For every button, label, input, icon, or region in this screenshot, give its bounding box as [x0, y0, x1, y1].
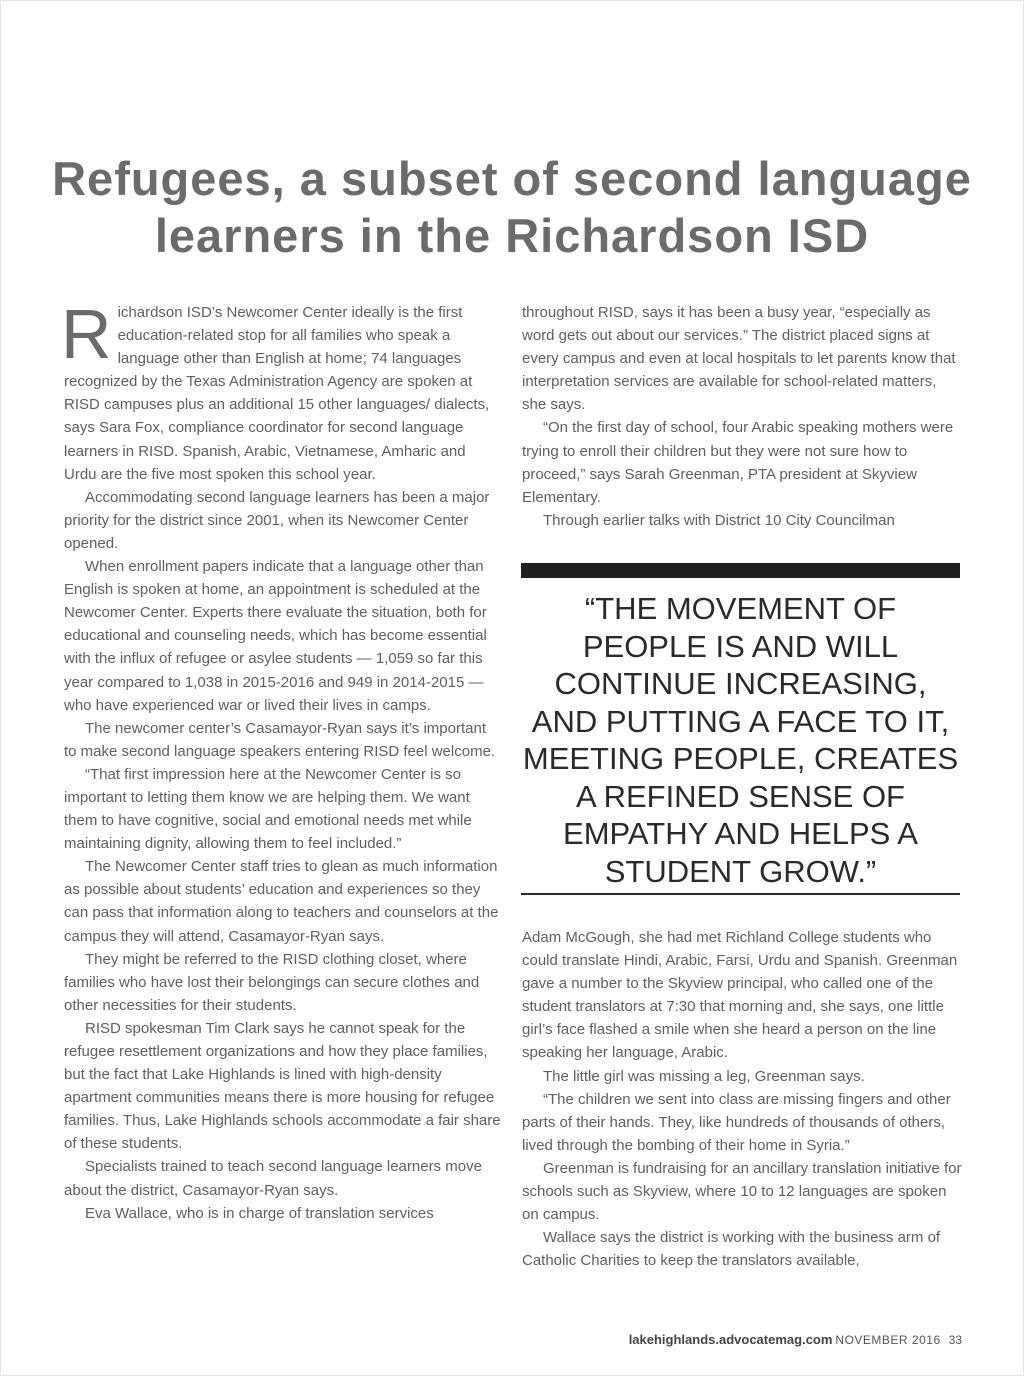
article-headline: Refugees, a subset of second language learners in the Richardson ISD — [52, 152, 972, 262]
page-footer — [560, 1332, 962, 1347]
paragraph: Through earlier talks with District 10 City Councilman — [543, 511, 895, 529]
left-column — [61, 295, 502, 1225]
paragraph: The newcomer center’s Casamayor-Ryan says it’s important to make second language speakers entering RISD feel welcome. — [64, 719, 496, 760]
paragraph: When enrollment papers indicate that a language other than English is spoken at home, an appointment is scheduled at the Newcomer Center. Experts there evaluate the situation, both for educational and counseling needs, which has become essential with the influx of refugee or asylee students — 1,059 so far this year compared to 1,038 in 2015-2016 and 949 in 2014-2015 — who have experienced war or lived their lives in camps. — [64, 558, 487, 714]
paragraph: “That first impression here at the Newcomer Center is so important to letting them know we are helping them. We want them to have cognitive, social and emotional needs met while maintaining dignity, allowing them to feel included.” — [64, 765, 472, 853]
right-column-bottom — [522, 926, 962, 1272]
page-number: 33 — [948, 1333, 962, 1347]
paragraph: Accommodating second language learners has been a major priority for the district since 2001, when its Newcomer Center opened. — [64, 488, 490, 552]
paragraph: The Newcomer Center staff tries to glean as much information as possible about students’ education and experiences so they can pass that information along to teachers and counselors at the campus they will attend, Casamayor-Ryan says. — [64, 858, 499, 945]
paragraph: throughout RISD, says it has been a busy year, “especially as word gets out about our services.” The district placed signs at every campus and even at local hospitals to let parents know that interpretation services are available for school-related matters, she says. — [522, 304, 956, 414]
footer-issue: NOVEMBER 2016 — [835, 1333, 941, 1347]
paragraph: “On the first day of school, four Arabic speaking mothers were trying to enroll their children but they were not sure how to proceed,” says Sarah Greenman, PTA president at Skyview Elementary. — [522, 419, 954, 506]
right-column-top — [522, 301, 962, 532]
lead-paragraph — [61, 295, 502, 486]
drop-cap: R — [61, 295, 112, 373]
pull-quote-rule — [521, 893, 960, 895]
pull-quote: “THE MOVEMENT OF PEOPLE IS AND WILL CONTINUE INCREASING, AND PUTTING A FACE TO IT, MEETING PEOPLE, CREATES A REFINED SENSE OF EMPATHY AND HELPS A STUDENT GROW.” — [522, 591, 959, 889]
paragraph: Eva Wallace, who is in charge of translation services — [85, 1204, 434, 1222]
lead-text: ichardson ISD’s Newcomer Center ideally is the first education-related stop for all families who speak a language other than English at home; 74 languages recognized by the Texas Administration Agency are spoken at RISD campuses plus an additional 15 other languages/ dialects, says Sara Fox, compliance coordinator for second language learners in RISD. Spanish, Arabic, Vietnamese, Amharic and Urdu are the five most spoken this school year. — [64, 304, 490, 483]
paragraph: They might be referred to the RISD clothing closet, where families who have lost their belongings can secure clothes and other necessities for their students. — [64, 950, 480, 1014]
pull-quote-bar — [521, 563, 960, 578]
paragraph: Specialists trained to teach second language learners move about the district, Casamayor-Ryan says. — [64, 1158, 482, 1199]
paragraph: Adam McGough, she had met Richland College students who could translate Hindi, Arabic, Farsi, Urdu and Spanish. Greenman gave a number to the Skyview principal, who called one of the student translators at 7:30 that morning and, she says, one little girl’s face flashed a smile when she heard a person on the line speaking her language, Arabic. — [522, 929, 958, 1062]
paragraph: The little girl was missing a leg, Greenman says. — [543, 1067, 865, 1085]
footer-site: lakehighlands.advocatemag.com — [628, 1332, 833, 1347]
paragraph: Greenman is fundraising for an ancillary translation initiative for schools such as Skyview, where 10 to 12 languages are spoken on campus. — [522, 1159, 962, 1224]
paragraph: Wallace says the district is working with the business arm of Catholic Charities to keep the translators available, — [522, 1229, 941, 1270]
paragraph: RISD spokesman Tim Clark says he cannot speak for the refugee resettlement organizations and how they place families, but the fact that Lake Highlands is lined with high-density apartment communities means there is more housing for refugee families. Thus, Lake Highlands schools accommodate a fair share of these students. — [64, 1019, 501, 1153]
paragraph: “The children we sent into class are missing fingers and other parts of their hands. They, like hundreds of thousands of others, lived through the bombing of their home in Syria.” — [522, 1090, 951, 1154]
